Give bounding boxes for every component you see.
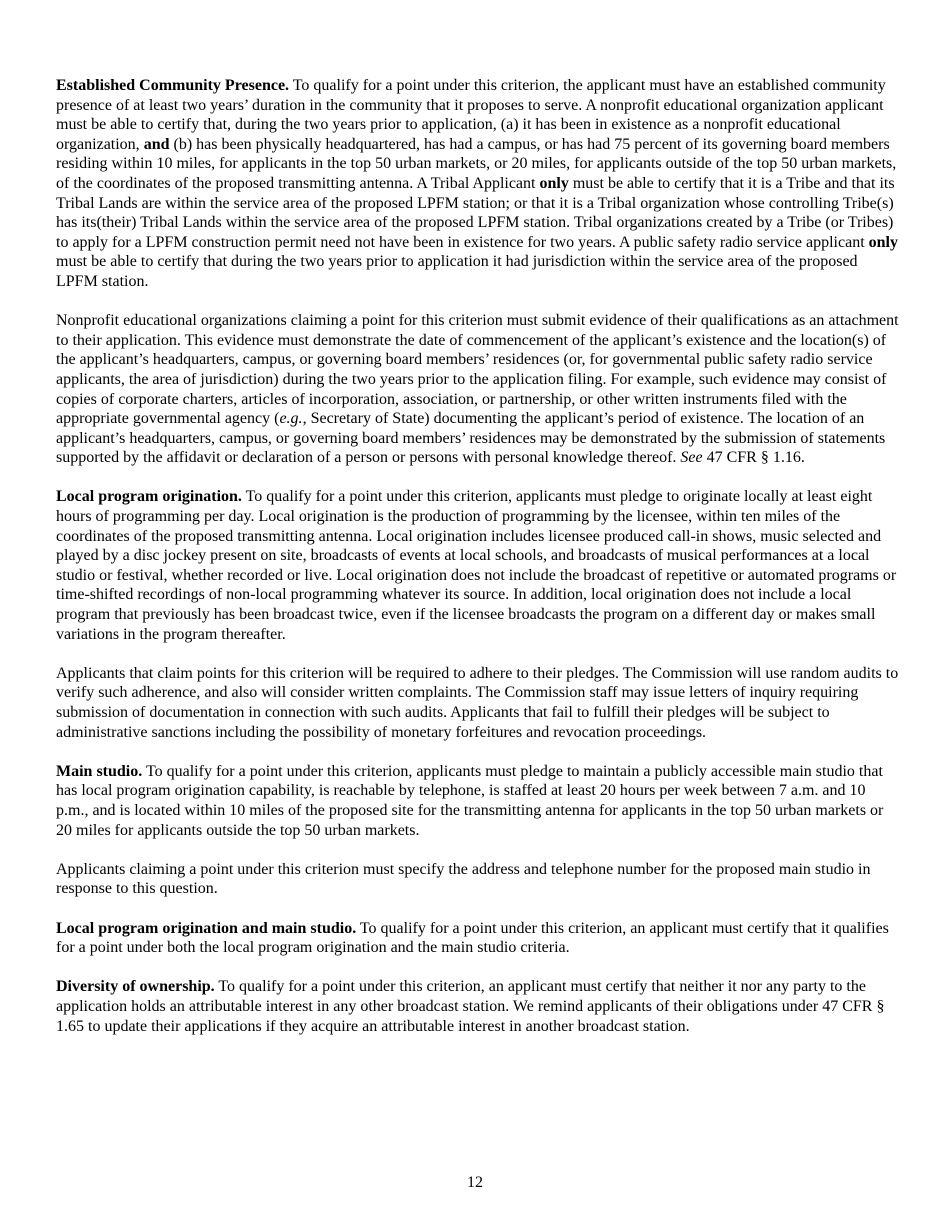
paragraph-main-studio [56,762,901,840]
italic-text: See [680,449,703,467]
section-heading: Local program origination and main studio. [56,919,357,937]
paragraph-established-community-presence [56,76,901,292]
document-body [56,76,901,1056]
paragraph-text: , Secretary of State) documenting the applicant’s period of existence. The location of an applicant’s headquarters, campus, or governing board members’ residences may be demonstrated by the submission of statements supported by the affidavit or declaration of a person or persons with personal knowledge thereof. [56,410,886,467]
section-heading: Main studio. [56,762,143,780]
paragraph-local-program-origination [56,487,901,644]
paragraph-diversity-of-ownership [56,977,901,1036]
paragraph-origination-and-studio [56,919,901,958]
page-number: 12 [467,1174,483,1191]
section-heading: Local program origination. [56,488,242,506]
emphasis-text: and [143,135,170,153]
paragraph-text: Applicants claiming a point under this criterion must specify the address and telephone number for the proposed main studio in response to this question. [56,860,871,898]
paragraph-evidence-requirements [56,311,901,468]
paragraph-text: To qualify for a point under this criterion, the applicant must have an established community presence of at least two years’ duration in the community that it proposes to serve. A nonprofit educational organization applicant must be able to certify that, during the two years prior to application, (a) it has been in existence as a nonprofit educational organization, [56,77,886,153]
paragraph-text: Applicants that claim points for this criterion will be required to adhere to their pledges. The Commission will use random audits to verify such adherence, and also will consider written complaints. The Commission staff may issue letters of inquiry requiring submission of documentation in connection with such audits. Applicants that fail to fulfill their pledges will be subject to administrative sanctions including the possibility of monetary forfeitures and revocation proceedings. [56,664,899,741]
section-heading: Established Community Presence. [56,77,290,94]
paragraph-pledge-adherence [56,664,901,742]
paragraph-text: 47 CFR § 1.16. [702,449,805,467]
emphasis-text: only [868,233,898,251]
paragraph-text: To qualify for a point under this criterion, applicants must pledge to maintain a publicly accessible main studio that has local program origination capability, is reachable by telephone, is staffed at least 20 hours per week between 7 a.m. and 10 p.m., and is located within 10 miles of the proposed site for the transmitting antenna for applicants in the top 50 urban markets or 20 miles for applicants outside the top 50 urban markets. [56,762,884,839]
section-heading: Diversity of ownership. [56,978,215,996]
paragraph-text: To qualify for a point under this criterion, an applicant must certify that it qualifies for a point under both the local program origination and the main studio criteria. [56,919,889,957]
paragraph-text: Nonprofit educational organizations claiming a point for this criterion must submit evidence of their qualifications as an attachment to their application. This evidence must demonstrate the date of commencement of the applicant’s existence and the location(s) of the applicant’s headquarters, campus, or governing board members’ residences (or, for governmental public safety radio service applicants, the area of jurisdiction) during the two years prior to the application filing. For example, such evidence may consist of copies of corporate charters, articles of incorporation, association, or partnership, or other written instruments filed with the appropriate governmental agency ( [56,312,899,428]
paragraph-text: must be able to certify that it is a Tribe and that its Tribal Lands are within the service area of the proposed LPFM station; or that it is a Tribal organization whose controlling Tribe(s) has its(their) Tribal Lands within the service area of the proposed LPFM station. Tribal organizations created by a Tribe (or Tribes) to apply for a LPFM construction permit need not have been in existence for two years. A public safety radio service applicant [56,174,895,251]
paragraph-main-studio-address [56,860,901,899]
paragraph-text: must be able to certify that during the two years prior to application it had jurisdiction within the service area of the proposed LPFM station. [56,253,858,290]
paragraph-text: To qualify for a point under this criterion, an applicant must certify that neither it nor any party to the application holds an attributable interest in any other broadcast station. We remind applicants of their obligations under 47 CFR § 1.65 to update their applications if they acquire an attributable interest in another broadcast station. [56,978,885,1035]
emphasis-text: only [539,174,569,192]
italic-text: e.g. [279,410,303,428]
paragraph-text: To qualify for a point under this criterion, applicants must pledge to originate locally at least eight hours of programming per day. Local origination is the production of programming by the licensee, within ten miles of the coordinates of the proposed transmitting antenna. Local origination includes licensee produced call-in shows, music selected and played by a disc jockey present on site, broadcasts of events at local schools, and broadcasts of musical performances at a local studio or festival, whether recorded or live. Local origination does not include the broadcast of repetitive or automated programs or time-shifted recordings of non-local programming whatever its source. In addition, local origination does not include a local program that previously has been broadcast twice, even if the licensee broadcasts the program on a different day or makes small variations in the program thereafter. [56,488,897,643]
paragraph-text: (b) has been physically headquartered, has had a campus, or has had 75 percent of its governing board members residing within 10 miles, for applicants in the top 50 urban markets, or 20 miles, for applicants outside of the top 50 urban markets, of the coordinates of the proposed transmitting antenna. A Tribal Applicant [56,135,897,192]
